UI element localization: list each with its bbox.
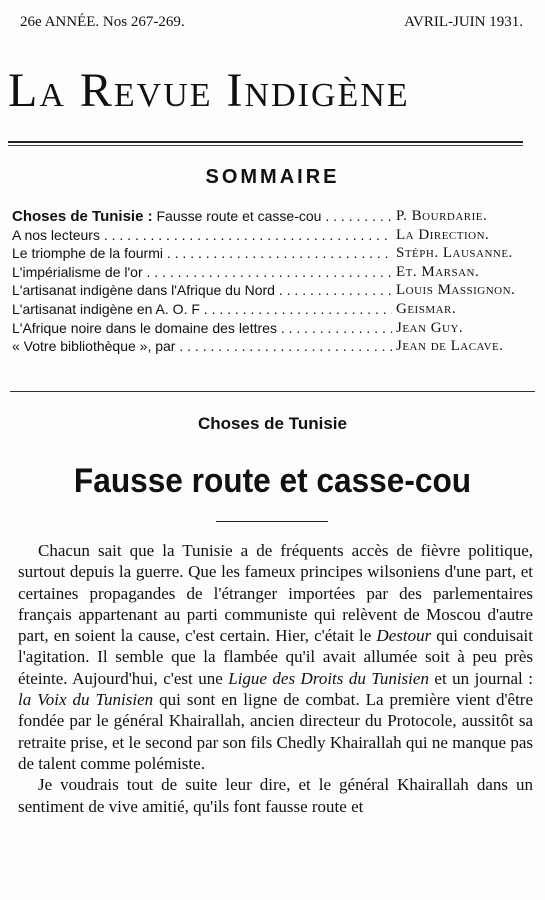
toc-title: L'artisanat indigène en A. O. F [12,300,200,317]
toc-title: « Votre bibliothèque », par [12,338,176,355]
toc-entry [12,207,524,226]
toc-author: Louis Massignon. [396,282,516,299]
journal-title: La Revue Indigène [8,64,410,117]
article-title: Fausse route et casse-cou [73,462,472,500]
italic-term: Destour [376,626,432,646]
toc-title: Fausse route et casse-cou [156,208,322,224]
section-divider [10,391,535,392]
toc-entry [12,244,524,263]
toc-author: La Direction. [396,226,490,243]
toc-title: L'impérialisme de l'or [12,263,143,280]
paragraph: Je voudrais tout de suite leur dire, et le général Khairallah dans un sentiment de vive amitié, qu'ils font fausse route et [18,775,533,816]
toc-author: Jean Guy. [396,319,464,336]
toc-title: A nos lecteurs [12,226,100,243]
toc-entry [12,337,524,356]
toc-title: L'artisanat indigène dans l'Afrique du Nord [12,282,275,299]
toc-entry [12,300,524,319]
toc-entry [12,226,524,245]
toc-author: Geismar. [396,300,457,317]
article-body [18,540,533,817]
title-double-rule [8,141,523,147]
section-heading: Choses de Tunisie [198,414,347,433]
toc-author: Jean de Lacave. [396,338,504,355]
italic-term: la Voix du Tunisien [18,690,154,710]
issue-number: 26e ANNÉE. Nos 267-269. [20,14,185,30]
toc-section-label: Choses de Tunisie : [12,208,153,225]
toc-title: L'Afrique noire dans le domaine des lettres [12,319,277,336]
paragraph: Chacun sait que la Tunisie a de fréquents accès de fièvre politique, surtout depuis la guerre. Que les fameux principes wilsoniens d'une part, et certaines propagandes de l'étranger importées par des parlementaires français appartenant au parti communiste qui relèvent de Moscou d'autre part, en soient la cause, c'est certain. Hier, c'était le Destour qui conduisait l'agitation. Il semble que la flambée qu'il avait allumée soit à peu près éteinte. Aujourd'hui, c'est une Ligue des Droits du Tunisien et un journal : la Voix du Tunisien qui sont en ligne de combat. La première vient d'être fondée par le général Khairallah, ancien directeur du Protocole, aussitôt sa retraite prise, et le second par son fils Chedly Khairallah qui ne manque pas de talent comme polémiste. [18,541,533,773]
title-underline [216,521,328,522]
italic-term: Ligue des Droits du Tunisien [228,668,429,688]
toc-author: Et. Marsan. [396,263,480,280]
toc-entry [12,281,524,300]
toc-title: Le triomphe de la fourmi [12,245,163,262]
issue-date: AVRIL-JUIN 1931. [404,14,523,30]
toc-entry [12,263,524,282]
toc-author: P. Bourdarie. [396,208,488,224]
toc-author: Stéph. Lausanne. [396,245,513,262]
toc-entry [12,319,524,338]
running-header [20,14,523,36]
sommaire-heading: SOMMAIRE [205,166,340,188]
table-of-contents [12,207,524,356]
